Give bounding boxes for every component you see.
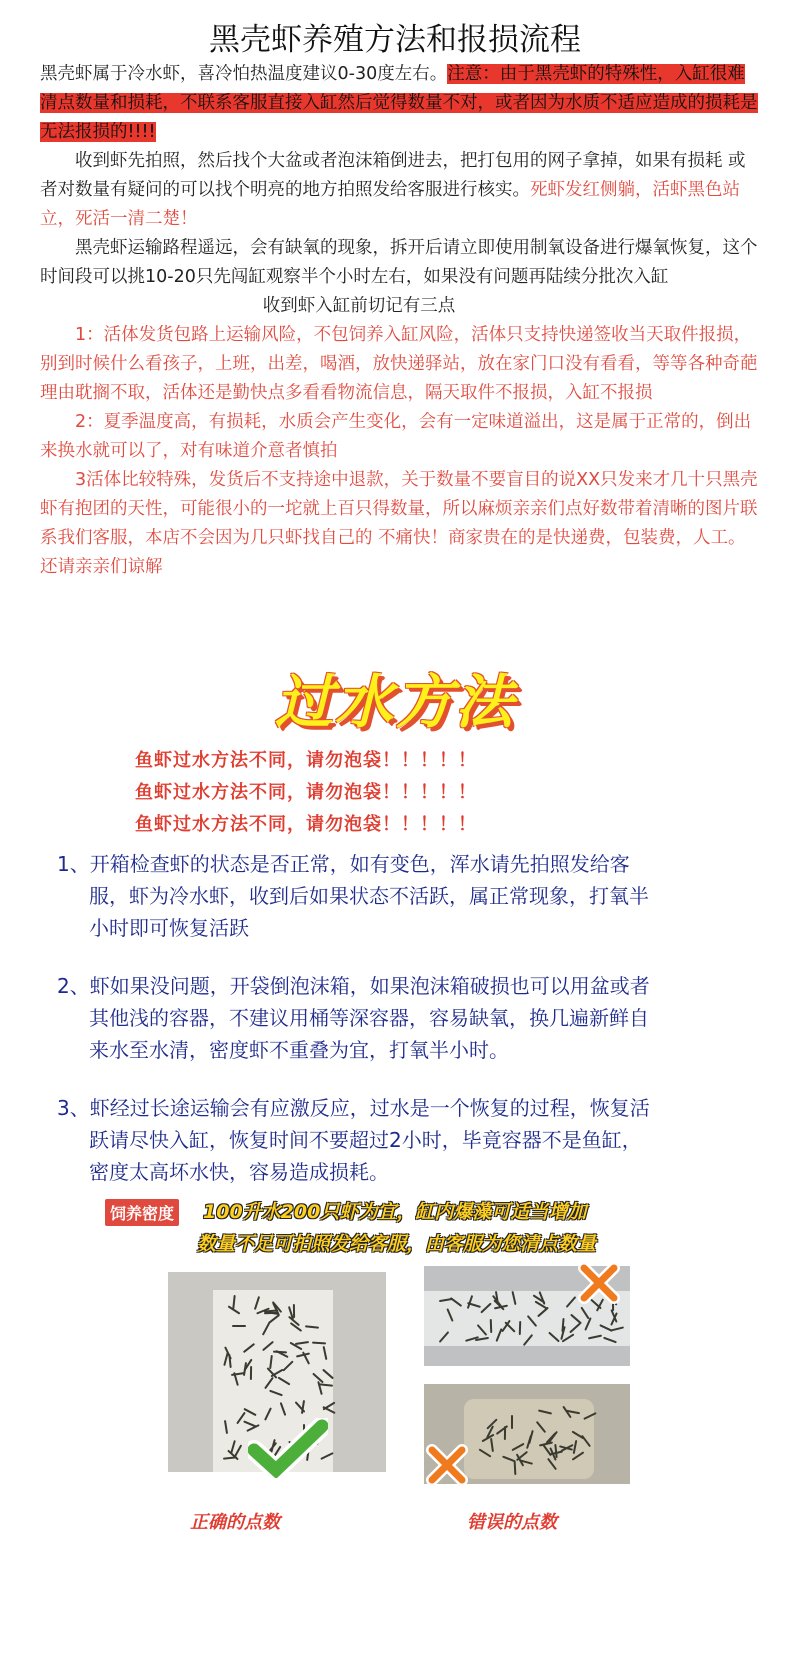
dead-shrimp-note: 死虾发红侧躺，活虾黑色站立，死活一清二楚！ xyxy=(40,180,740,229)
warning-line: 鱼虾过水方法不同，请勿泡袋！！！！！ xyxy=(135,782,477,803)
shrimp xyxy=(232,1325,246,1327)
step-item: 2、虾如果没问题，开袋倒泡沫箱，如果泡沫箱破损也可以用盆或者其他浅的容器，不建议用桶等深容器，容易缺氧，换几遍新鲜自来水至水清，密度虾不重叠为宜，打氧半小时。 xyxy=(57,974,650,1062)
page-title: 黑壳虾养殖方法和报损流程 xyxy=(209,22,581,58)
shrimp xyxy=(249,1366,251,1380)
intro-paragraph-1 xyxy=(40,60,758,147)
intro-text: 黑壳虾属于冷水虾，喜冷怕热温度建议0-30度左右。 xyxy=(40,64,448,84)
rule-1: 1：活体发货包路上运输风险，不包饲养入缸风险，活体只支持快递签收当天取件报损，别到时候什么看孩子，上班，出差，喝酒，放快递驿站，放在家门口没有看看，等等各种奇葩理由耽搁不取，活体还是勤快点多看看物流信息，隔天取件不报损，入缸不报损 xyxy=(40,325,758,403)
acclimation-heading: 过水方法 xyxy=(274,668,515,736)
intro-paragraph-2 xyxy=(40,147,758,234)
cross-mark-icon xyxy=(426,1444,468,1490)
intro-section xyxy=(40,60,758,582)
cross-mark-icon xyxy=(578,1262,620,1308)
correct-caption: 正确的点数 xyxy=(190,1512,280,1533)
shrimp xyxy=(273,1350,287,1353)
shrimp xyxy=(519,1321,521,1335)
warning-line: 鱼虾过水方法不同，请勿泡袋！！！！！ xyxy=(135,750,477,771)
check-mark-icon xyxy=(248,1418,328,1482)
density-line-1: 100升水200只虾为宜，缸内爆藻可适当增加 xyxy=(203,1201,587,1223)
intro-text: 收到虾先拍照，然后找个大盆或者泡沫箱倒进去，把打包用的网子拿掉，如果有损耗 或者对数量有疑问的可以找个明亮的地方拍照发给客服进行核实。 xyxy=(40,151,746,200)
intro-paragraph-3: 黑壳虾运输路程遥远，会有缺氧的现象，拆开后请立即使用制氧设备进行爆氧恢复，这个时间段可以挑10-20只先闯缸观察半个小时左右，如果没有问题再陆续分批次入缸 xyxy=(40,238,758,287)
rule-3: 3活体比较特殊，发货后不支持途中退款，关于数量不要盲目的说XX只发来才几十只黑壳虾有抱团的天性，可能很小的一坨就上百只得数量，所以麻烦亲亲们点好数带着清晰的图片联系我们客服，本店不会因为几只虾找自己的 不痛快！商家贵在的是快递费，包装费，人工。还请亲亲们谅解 xyxy=(40,470,758,577)
notice-highlight: 注意：由于黑壳虾的特殊性，入缸很难清点数量和损耗，不联系客服直接入缸然后觉得数量不对，或者因为水质不适应造成的损耗是无法报损的!!!! xyxy=(40,64,758,142)
wrong-caption: 错误的点数 xyxy=(467,1512,557,1533)
acclimation-steps xyxy=(57,848,657,1214)
warning-line: 鱼虾过水方法不同，请勿泡袋！！！！！ xyxy=(135,814,477,835)
density-badge: 饲养密度 xyxy=(105,1199,179,1226)
step-item: 1、开箱检查虾的状态是否正常，如有变色，浑水请先拍照发给客服，虾为冷水虾，收到后如果状态不活跃，属正常现象，打氧半小时即可恢复活跃 xyxy=(57,852,649,940)
subheading: 收到虾入缸前切记有三点 xyxy=(262,296,456,316)
shrimp xyxy=(511,1415,513,1429)
rule-2: 2：夏季温度高，有损耗，水质会产生变化，会有一定味道溢出，这是属于正常的，倒出来换水就可以了，对有味道介意者慎拍 xyxy=(40,412,752,461)
step-item: 3、虾经过长途运输会有应激反应，过水是一个恢复的过程，恢复活跃请尽快入缸，恢复时间不要超过2小时，毕竟容器不是鱼缸，密度太高坏水快，容易造成损耗。 xyxy=(57,1096,650,1184)
density-line-2: 数量不足可拍照发给客服，由客服为您清点数量 xyxy=(197,1233,597,1255)
